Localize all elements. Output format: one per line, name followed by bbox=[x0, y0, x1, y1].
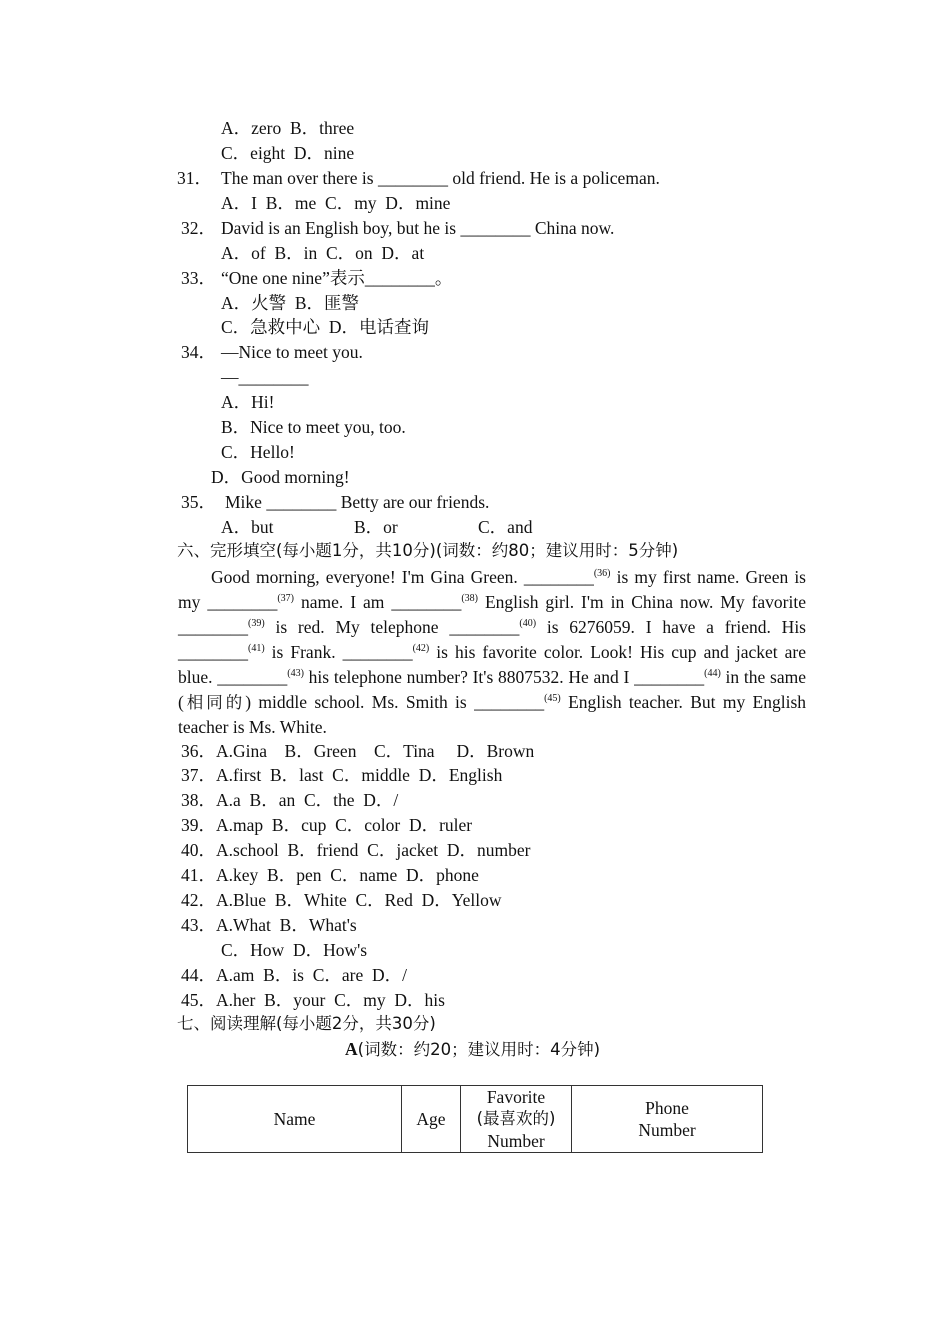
q35-number: 35． bbox=[181, 492, 216, 512]
passage-part-7: is Frank. ________ bbox=[264, 642, 413, 662]
q32-stem: David is an English boy, but he is ________ China now. bbox=[221, 218, 615, 238]
col-favorite-number bbox=[461, 1086, 572, 1153]
passage-part-2: is my first name. Green is my ________ bbox=[178, 567, 806, 612]
blank-37-marker: (37) bbox=[277, 593, 294, 604]
passage-part-8: is his favorite color. Look! His cup and jacket are blue. ________ bbox=[178, 642, 806, 687]
col-favorite-line2: (最喜欢的) bbox=[476, 1109, 556, 1128]
section-6-heading: 六、完形填空(每小题1分，共10分)(词数：约80；建议用时：5分钟) bbox=[177, 541, 679, 560]
part-a-letter: A bbox=[345, 1039, 358, 1059]
q34-stem: —Nice to meet you. bbox=[221, 342, 363, 362]
blank-39-marker: (39) bbox=[248, 618, 265, 629]
q41-options: 41．A.key B．pen C．name D．phone bbox=[181, 865, 479, 885]
passage-part-12: English teacher. But my English teacher is Ms. White. bbox=[178, 692, 807, 737]
q34-blank: —________ bbox=[221, 367, 309, 387]
q35-option-b: B．or bbox=[354, 517, 398, 537]
passage-part-10: in the same ( bbox=[178, 667, 807, 712]
passage-part-6: is 6276059. I have a friend. His ________ bbox=[178, 617, 806, 662]
blank-42-marker: (42) bbox=[412, 643, 430, 654]
passage-part-4: English girl. I'm in China now. My favorite ________ bbox=[178, 592, 806, 637]
passage-part-5: is red. My telephone ________ bbox=[264, 617, 520, 637]
q42-options: 42．A.Blue B．White C．Red D．Yellow bbox=[181, 890, 502, 910]
q43-options-cd: C．How D．How's bbox=[221, 940, 368, 960]
table-header-row bbox=[188, 1086, 763, 1153]
q38-options: 38．A.a B．an C．the D．/ bbox=[181, 790, 399, 810]
q31-options: A．I B．me C．my D．mine bbox=[221, 193, 451, 213]
passage-part-11: ) middle school. Ms. Smith is ________ bbox=[245, 692, 545, 712]
q31-stem: The man over there is ________ old friend. He is a policeman. bbox=[221, 168, 660, 188]
q31-number: 31． bbox=[177, 168, 212, 188]
q32-number: 32． bbox=[181, 218, 216, 238]
q34-option-a: A．Hi! bbox=[221, 392, 275, 412]
passage-part-1: Good morning, everyone! I'm Gina Green. ________ bbox=[211, 567, 594, 587]
q33-options-cd: C．急救中心 D．电话查询 bbox=[221, 317, 430, 337]
blank-36-marker: (36) bbox=[593, 568, 611, 579]
q44-options: 44．A.am B．is C．are D．/ bbox=[181, 965, 408, 985]
q35-stem: Mike ________ Betty are our friends. bbox=[225, 492, 490, 512]
q33-number: 33． bbox=[181, 268, 216, 288]
q34-number: 34． bbox=[181, 342, 216, 362]
part-a-note: (词数：约20；建议用时：4分钟) bbox=[357, 1040, 601, 1059]
q30-options-cd: C．eight D．nine bbox=[221, 143, 355, 163]
passage-gloss: 相同的 bbox=[183, 693, 246, 712]
q39-options: 39．A.map B．cup C．color D．ruler bbox=[181, 815, 473, 835]
cloze-passage bbox=[178, 565, 806, 740]
passage-part-9: his telephone number? It's 8807532. He and I ________ bbox=[303, 667, 705, 687]
col-favorite-line3: Number bbox=[487, 1131, 545, 1151]
q34-option-d: D．Good morning! bbox=[211, 467, 350, 487]
q33-options-ab: A．火警 B．匪警 bbox=[221, 293, 360, 313]
q37-options: 37．A.first B．last C．middle D．English bbox=[181, 765, 503, 785]
col-phone-line1: Phone bbox=[645, 1098, 689, 1118]
blank-44-marker: (44) bbox=[704, 668, 721, 679]
passage-part-3: name. I am ________ bbox=[294, 592, 462, 612]
section-7-heading: 七、阅读理解(每小题2分，共30分) bbox=[177, 1014, 436, 1033]
info-table bbox=[187, 1085, 763, 1153]
col-phone-line2: Number bbox=[638, 1120, 696, 1140]
q40-options: 40．A.school B．friend C．jacket D．number bbox=[181, 840, 531, 860]
blank-43-marker: (43) bbox=[287, 668, 304, 679]
q33-stem: “One one nine”表示________。 bbox=[221, 268, 453, 288]
blank-41-marker: (41) bbox=[248, 643, 265, 654]
blank-38-marker: (38) bbox=[461, 593, 479, 604]
col-age: Age bbox=[402, 1086, 461, 1153]
part-a-heading bbox=[345, 1038, 600, 1061]
q35-option-c: C．and bbox=[478, 517, 533, 537]
q34-option-c: C．Hello! bbox=[221, 442, 295, 462]
q30-options-ab: A．zero B．three bbox=[221, 118, 355, 138]
q34-option-b: B．Nice to meet you, too. bbox=[221, 417, 406, 437]
q32-options: A．of B．in C．on D．at bbox=[221, 243, 425, 263]
col-phone-number bbox=[572, 1086, 763, 1153]
q35-option-a: A．but bbox=[221, 517, 274, 537]
blank-45-marker: (45) bbox=[544, 693, 561, 704]
col-favorite-line1: Favorite bbox=[486, 1087, 546, 1107]
col-name: Name bbox=[188, 1086, 402, 1153]
blank-40-marker: (40) bbox=[519, 618, 537, 629]
q36-options: 36．A.Gina B．Green C．Tina D．Brown bbox=[181, 741, 535, 761]
q45-options: 45．A.her B．your C．my D．his bbox=[181, 990, 445, 1010]
q43-options-ab: 43．A.What B．What's bbox=[181, 915, 357, 935]
